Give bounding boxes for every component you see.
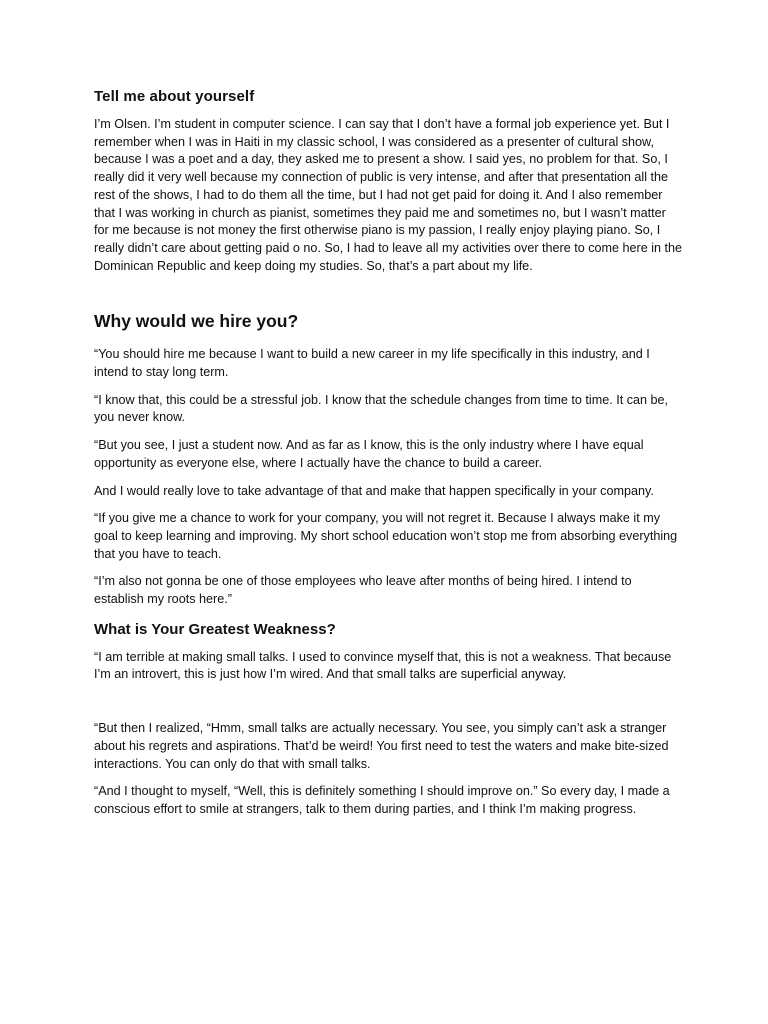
spacer <box>94 694 684 720</box>
paragraph: “You should hire me because I want to build a new career in my life specifically in this industry, and I intend to stay long term. <box>94 347 650 380</box>
paragraph: I’m Olsen. I’m student in computer science. I can say that I don’t have a formal job experience yet. But I remember when I was in Haiti in my classic school, I was considered as a presenter of cultural show, because I was a poet and a day, they asked me to present a show. I said yes, no problem for that. So, I really did it very well because my connection of public is very intense, and after that presentation all the rest of the shows, I had to do them all the time, but I had not get paid for doing it. And I also remember that I was working in church as pianist, sometimes they paid me and sometimes no, but I wasn’t matter for me because is not money the first otherwise piano is my passion, I really enjoy playing piano. So, I really didn’t care about getting paid o no. So, I had to leave all my activities over there to come here in the Dominican Republic and keep doing my studies. So, that’s a part about my life. <box>94 117 683 273</box>
heading-tell-me-about-yourself: Tell me about yourself <box>94 88 255 105</box>
paragraph: “I know that, this could be a stressful job. I know that the schedule changes from time to time. It can be, you never know. <box>94 392 669 425</box>
heading-greatest-weakness: What is Your Greatest Weakness? <box>94 620 336 638</box>
paragraph: “If you give me a chance to work for your company, you will not regret it. Because I always make it my goal to keep learning and improving. My short school education won’t stop me from absorbing everything that you have to teach. <box>94 511 678 561</box>
paragraph: “And I thought to myself, “Well, this is definitely something I should improve on.” So every day, I made a conscious effort to smile at strangers, talk to them during parties, and I think I’m making progress. <box>94 784 670 816</box>
paragraph: And I would really love to take advantage of that and make that happen specifically in your company. <box>94 483 654 498</box>
document-page <box>94 88 684 829</box>
paragraph: “I am terrible at making small talks. I used to convince myself that, this is not a weakness. That because I’m an introvert, this is just how I’m wired. And that small talks are superficial anyway. <box>94 649 672 682</box>
paragraph: “But you see, I just a student now. And as far as I know, this is the only industry where I have equal opportunity as everyone else, where I actually have the chance to build a career. <box>94 438 644 470</box>
spacer <box>94 285 684 311</box>
paragraph: “I’m also not gonna be one of those employees who leave after months of being hired. I intend to establish my roots here.” <box>94 574 632 607</box>
paragraph: “But then I realized, “Hmm, small talks are actually necessary. You see, you simply can’t ask a stranger about his regrets and aspirations. That’d be weird! You first need to test the waters and make bite-sized interactions. You can only do that with small talks. <box>94 721 669 771</box>
heading-why-hire-you: Why would we hire you? <box>94 311 299 332</box>
